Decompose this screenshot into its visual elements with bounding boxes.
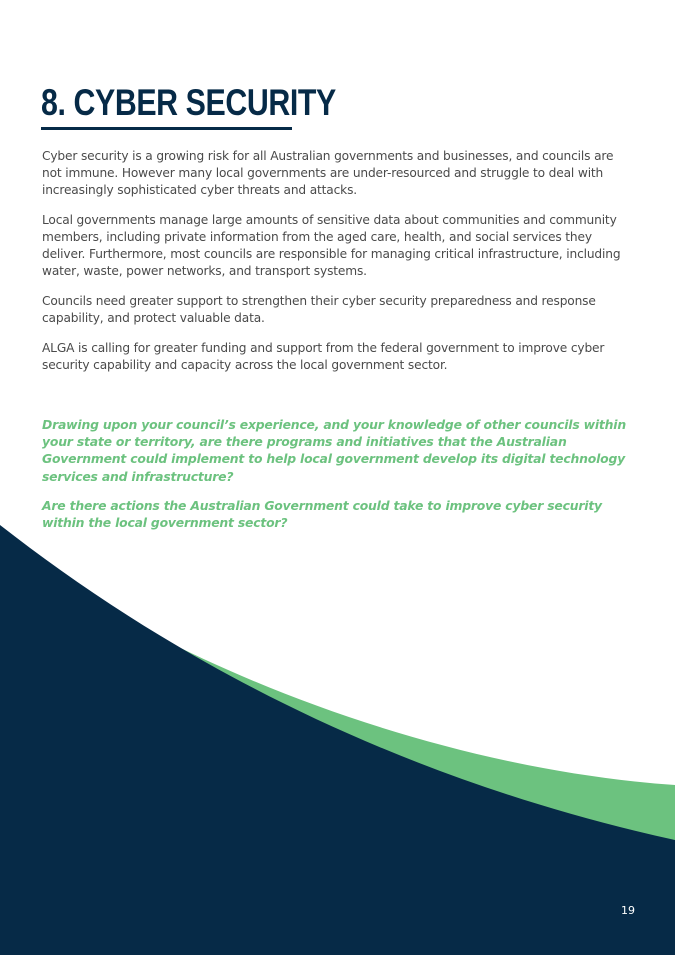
question-text: Are there actions the Australian Government could take to improve cyber security within the local government sector? [42,497,602,531]
section-heading: 8. CYBER SECURITY [41,82,336,123]
body-paragraph: Cyber security is a growing risk for all Australian governments and businesses, and councils are not immune. However many local governments are under-resourced and struggle to deal with increasingly sophisticated cyber threats and attacks. [42,149,614,197]
heading-underline [41,127,292,130]
navy-curve-shape [0,525,675,955]
body-paragraph: Councils need greater support to strengthen their cyber security preparedness and response capability, and protect valuable data. [42,294,596,325]
body-paragraph: ALGA is calling for greater funding and support from the federal government to improve cyber security capability and capacity across the local government sector. [42,341,605,372]
body-text [42,148,622,387]
body-paragraph: Local governments manage large amounts of sensitive data about communities and community members, including private information from the aged care, health, and social services they deliver. Furthermore, most councils are responsible for managing critical infrastructure, including water, waste, power networks, and transport systems. [42,213,621,278]
page-number: 19 [621,904,635,917]
question-text: Drawing upon your council’s experience, and your knowledge of other councils within your state or territory, are there programs and initiatives that the Australian Government could implement to help local government develop its digital technology services and infrastructure? [42,417,626,484]
decorative-wave [0,520,675,955]
